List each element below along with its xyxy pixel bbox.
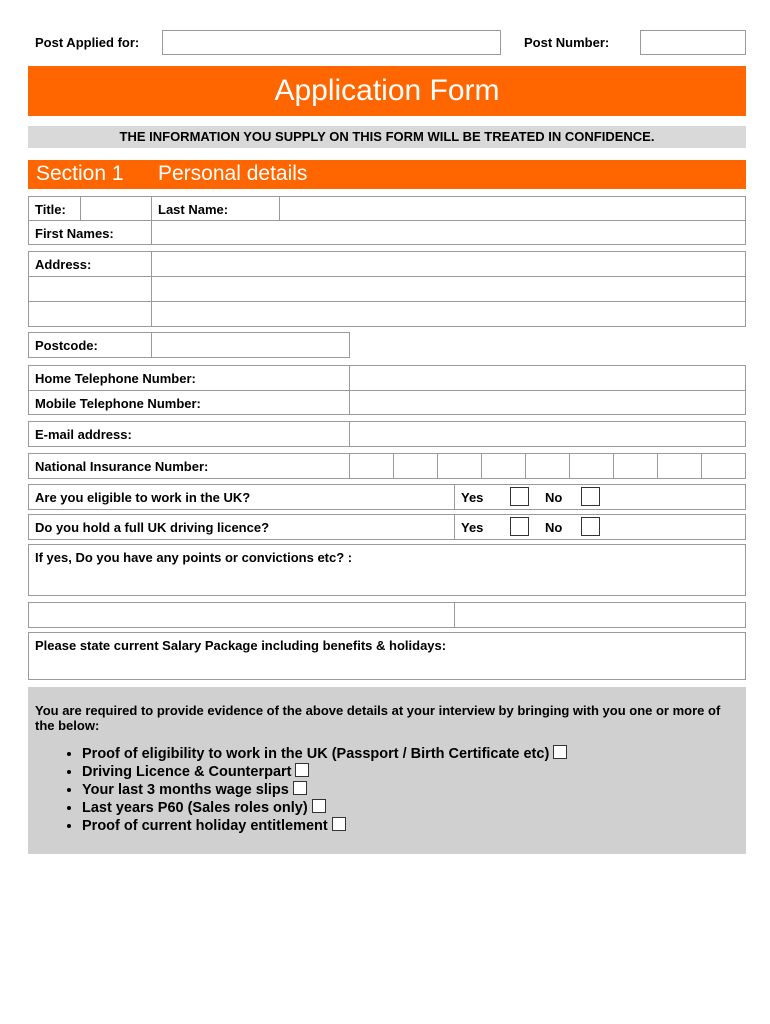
salary-textarea[interactable] [28,632,746,680]
evidence-checkbox[interactable] [312,799,326,813]
address-label-cell-3 [28,301,152,327]
post-number-input[interactable] [640,30,746,55]
ni-digit-input[interactable] [657,453,702,479]
evidence-checkbox[interactable] [553,745,567,759]
eligible-no-label: No [545,490,563,505]
post-applied-input[interactable] [162,30,501,55]
section-1-title: Personal details [158,162,308,185]
evidence-item-label: Last years P60 (Sales roles only) [82,800,308,816]
licence-question: Do you hold a full UK driving licence? [35,520,270,535]
first-names-input[interactable] [151,220,746,245]
address-line-3-input[interactable] [151,301,746,327]
email-label: E-mail address: [35,427,132,442]
extra-input-left[interactable] [28,602,455,628]
ni-digit-input[interactable] [481,453,526,479]
last-name-label-cell [151,196,280,221]
post-applied-label: Post Applied for: [35,35,140,50]
ni-digit-input[interactable] [569,453,614,479]
licence-yes-checkbox[interactable] [510,517,529,536]
ni-label: National Insurance Number: [35,459,209,474]
salary-question: Please state current Salary Package including benefits & holidays: [35,638,447,653]
evidence-checkbox[interactable] [332,817,346,831]
eligible-question-cell [28,484,455,510]
ni-label-cell [28,453,350,479]
address-line-2-input[interactable] [151,276,746,302]
mobile-phone-input[interactable] [349,390,746,415]
ni-digit-input[interactable] [393,453,438,479]
first-names-label-cell [28,220,152,245]
title-label-cell [28,196,81,221]
evidence-item-label: Proof of eligibility to work in the UK (Passport / Birth Certificate etc) [82,746,550,762]
postcode-label: Postcode: [35,338,98,353]
ni-digit-input[interactable] [613,453,658,479]
licence-yes-label: Yes [461,520,484,535]
evidence-item [82,799,567,817]
evidence-checkbox[interactable] [295,763,309,777]
eligible-yes-checkbox[interactable] [510,487,529,506]
evidence-intro: You are required to provide evidence of the above details at your interview by bringing with you one or more of the below: [35,703,721,733]
evidence-item [82,781,567,799]
evidence-list [52,745,567,835]
postcode-input[interactable] [151,332,350,358]
ni-digit-input[interactable] [701,453,746,479]
licence-no-label: No [545,520,563,535]
licence-no-checkbox[interactable] [581,517,600,536]
confidential-notice-text: THE INFORMATION YOU SUPPLY ON THIS FORM WILL BE TREATED IN CONFIDENCE. [119,129,655,144]
home-phone-label: Home Telephone Number: [35,371,196,386]
confidential-notice [28,126,746,148]
evidence-item [82,817,567,835]
ni-digit-input[interactable] [349,453,394,479]
address-line-1-input[interactable] [151,251,746,277]
address-label: Address: [35,257,92,272]
address-label-cell [28,251,152,277]
evidence-item [82,763,567,781]
licence-question-cell [28,514,455,540]
mobile-phone-label: Mobile Telephone Number: [35,396,201,411]
ni-digit-input[interactable] [525,453,570,479]
email-label-cell [28,421,350,447]
eligible-no-checkbox[interactable] [581,487,600,506]
mobile-phone-label-cell [28,390,350,415]
title-label: Title: [35,202,66,217]
address-label-cell-2 [28,276,152,302]
points-question: If yes, Do you have any points or convictions etc? : [35,550,353,565]
licence-answer-cell [454,514,746,540]
evidence-item-label: Driving Licence & Counterpart [82,764,292,780]
eligible-question: Are you eligible to work in the UK? [35,490,251,505]
last-name-input[interactable] [279,196,746,221]
email-input[interactable] [349,421,746,447]
home-phone-input[interactable] [349,365,746,391]
post-number-label: Post Number: [524,35,610,50]
evidence-item-label: Proof of current holiday entitlement [82,818,328,834]
form-title-banner [28,66,746,116]
ni-digit-input[interactable] [437,453,482,479]
evidence-checkbox[interactable] [293,781,307,795]
postcode-label-cell [28,332,152,358]
form-title: Application Form [274,74,500,107]
home-phone-label-cell [28,365,350,391]
title-input[interactable] [80,196,152,221]
points-textarea[interactable] [28,544,746,596]
evidence-item-label: Your last 3 months wage slips [82,782,289,798]
last-name-label: Last Name: [158,202,229,217]
section-1-number: Section 1 [36,162,124,185]
section-1-heading [28,160,746,189]
eligible-yes-label: Yes [461,490,484,505]
extra-input-right[interactable] [454,602,746,628]
eligible-answer-cell [454,484,746,510]
evidence-item [82,745,567,763]
first-names-label: First Names: [35,226,114,241]
